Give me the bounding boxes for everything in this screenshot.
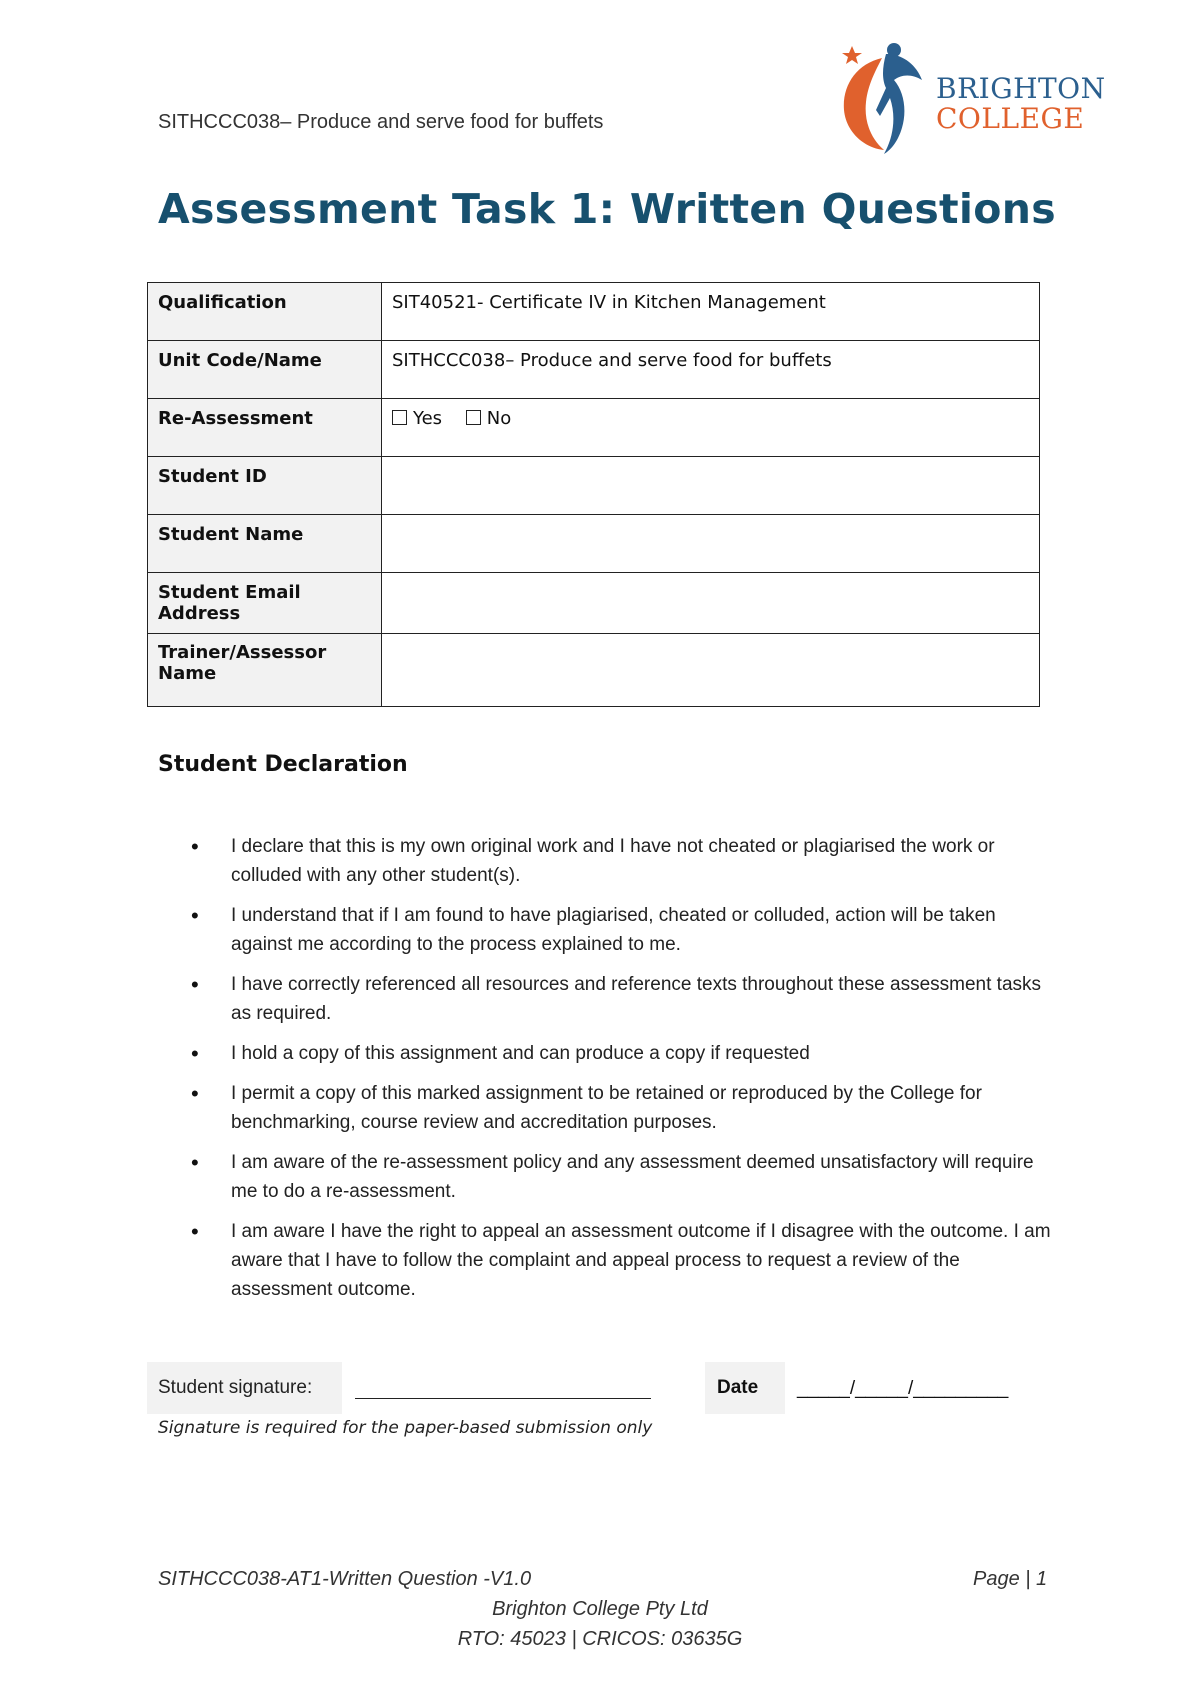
- list-item: • I have correctly referenced all resources and reference texts throughout these assessment tasks as required.: [191, 970, 1051, 1028]
- footer-company: Brighton College Pty Ltd: [492, 1598, 708, 1620]
- logo-text: [936, 74, 1106, 134]
- logo-line-brighton: BRIGHTON: [936, 72, 1106, 105]
- table-row: [148, 283, 1040, 341]
- signature-note: Signature is required for the paper-based submission only: [158, 1418, 653, 1438]
- reassessment-options: [382, 399, 1040, 457]
- unit-code-value: SITHCCC038– Produce and serve food for buffets: [382, 341, 1040, 399]
- reassessment-label: Re-Assessment: [148, 399, 382, 457]
- date-field[interactable]: _____/_____/_________: [797, 1378, 1009, 1399]
- declaration-heading: Student Declaration: [158, 752, 408, 777]
- table-row: [148, 634, 1040, 707]
- qualification-label: Qualification: [148, 283, 382, 341]
- signature-field[interactable]: [355, 1398, 651, 1399]
- student-name-label: Student Name: [148, 515, 382, 573]
- trainer-assessor-label: Trainer/Assessor Name: [148, 634, 382, 707]
- list-item: • I am aware of the re-assessment policy and any assessment deemed unsatisfactory will require me to do a re-assessment.: [191, 1148, 1051, 1206]
- logo-emblem-icon: [836, 40, 936, 160]
- table-row: [148, 457, 1040, 515]
- checkbox-no[interactable]: [466, 410, 481, 425]
- footer-doc-id: SITHCCC038-AT1-Written Question -V1.0: [158, 1568, 532, 1590]
- date-label: Date: [705, 1362, 785, 1414]
- reassessment-no-label: No: [486, 408, 512, 429]
- student-name-field[interactable]: [382, 515, 1040, 573]
- reassessment-yes-label: Yes: [413, 408, 443, 429]
- table-row: [148, 341, 1040, 399]
- student-info-table: [147, 282, 1040, 707]
- footer-rto: RTO: 45023 | CRICOS: 03635G: [457, 1628, 743, 1650]
- student-email-field[interactable]: [382, 573, 1040, 634]
- table-row: [148, 515, 1040, 573]
- signature-label: Student signature:: [147, 1362, 342, 1414]
- table-row: [148, 573, 1040, 634]
- list-item: • I understand that if I am found to have plagiarised, cheated or colluded, action will be taken against me according to the process explained to me.: [191, 901, 1051, 959]
- footer-page-number: Page | 1: [973, 1568, 1048, 1590]
- reassessment-yes-option[interactable]: [392, 408, 442, 429]
- list-item: • I hold a copy of this assignment and can produce a copy if requested: [191, 1039, 1051, 1068]
- student-email-label: Student Email Address: [148, 573, 382, 634]
- table-row: [148, 399, 1040, 457]
- logo-line-college: COLLEGE: [936, 102, 1085, 135]
- declaration-list: [191, 832, 1051, 1315]
- trainer-assessor-field[interactable]: [382, 634, 1040, 707]
- list-item: • I permit a copy of this marked assignment to be retained or reproduced by the College for benchmarking, course review and accreditation purposes.: [191, 1079, 1051, 1137]
- brighton-college-logo: [836, 40, 1116, 170]
- list-item: • I am aware I have the right to appeal an assessment outcome if I disagree with the outcome. I am aware that I have to follow the complaint and appeal process to request a review of the assessment outcome.: [191, 1217, 1051, 1304]
- unit-code-label: Unit Code/Name: [148, 341, 382, 399]
- qualification-value: SIT40521- Certificate IV in Kitchen Management: [382, 283, 1040, 341]
- reassessment-no-option[interactable]: [466, 408, 511, 429]
- header-unit-text: SITHCCC038– Produce and serve food for buffets: [158, 111, 604, 133]
- page-title: Assessment Task 1: Written Questions: [158, 185, 1056, 233]
- signature-row: [147, 1362, 1047, 1414]
- list-item: • I declare that this is my own original work and I have not cheated or plagiarised the work or colluded with any other student(s).: [191, 832, 1051, 890]
- student-id-label: Student ID: [148, 457, 382, 515]
- student-id-field[interactable]: [382, 457, 1040, 515]
- checkbox-yes[interactable]: [392, 410, 407, 425]
